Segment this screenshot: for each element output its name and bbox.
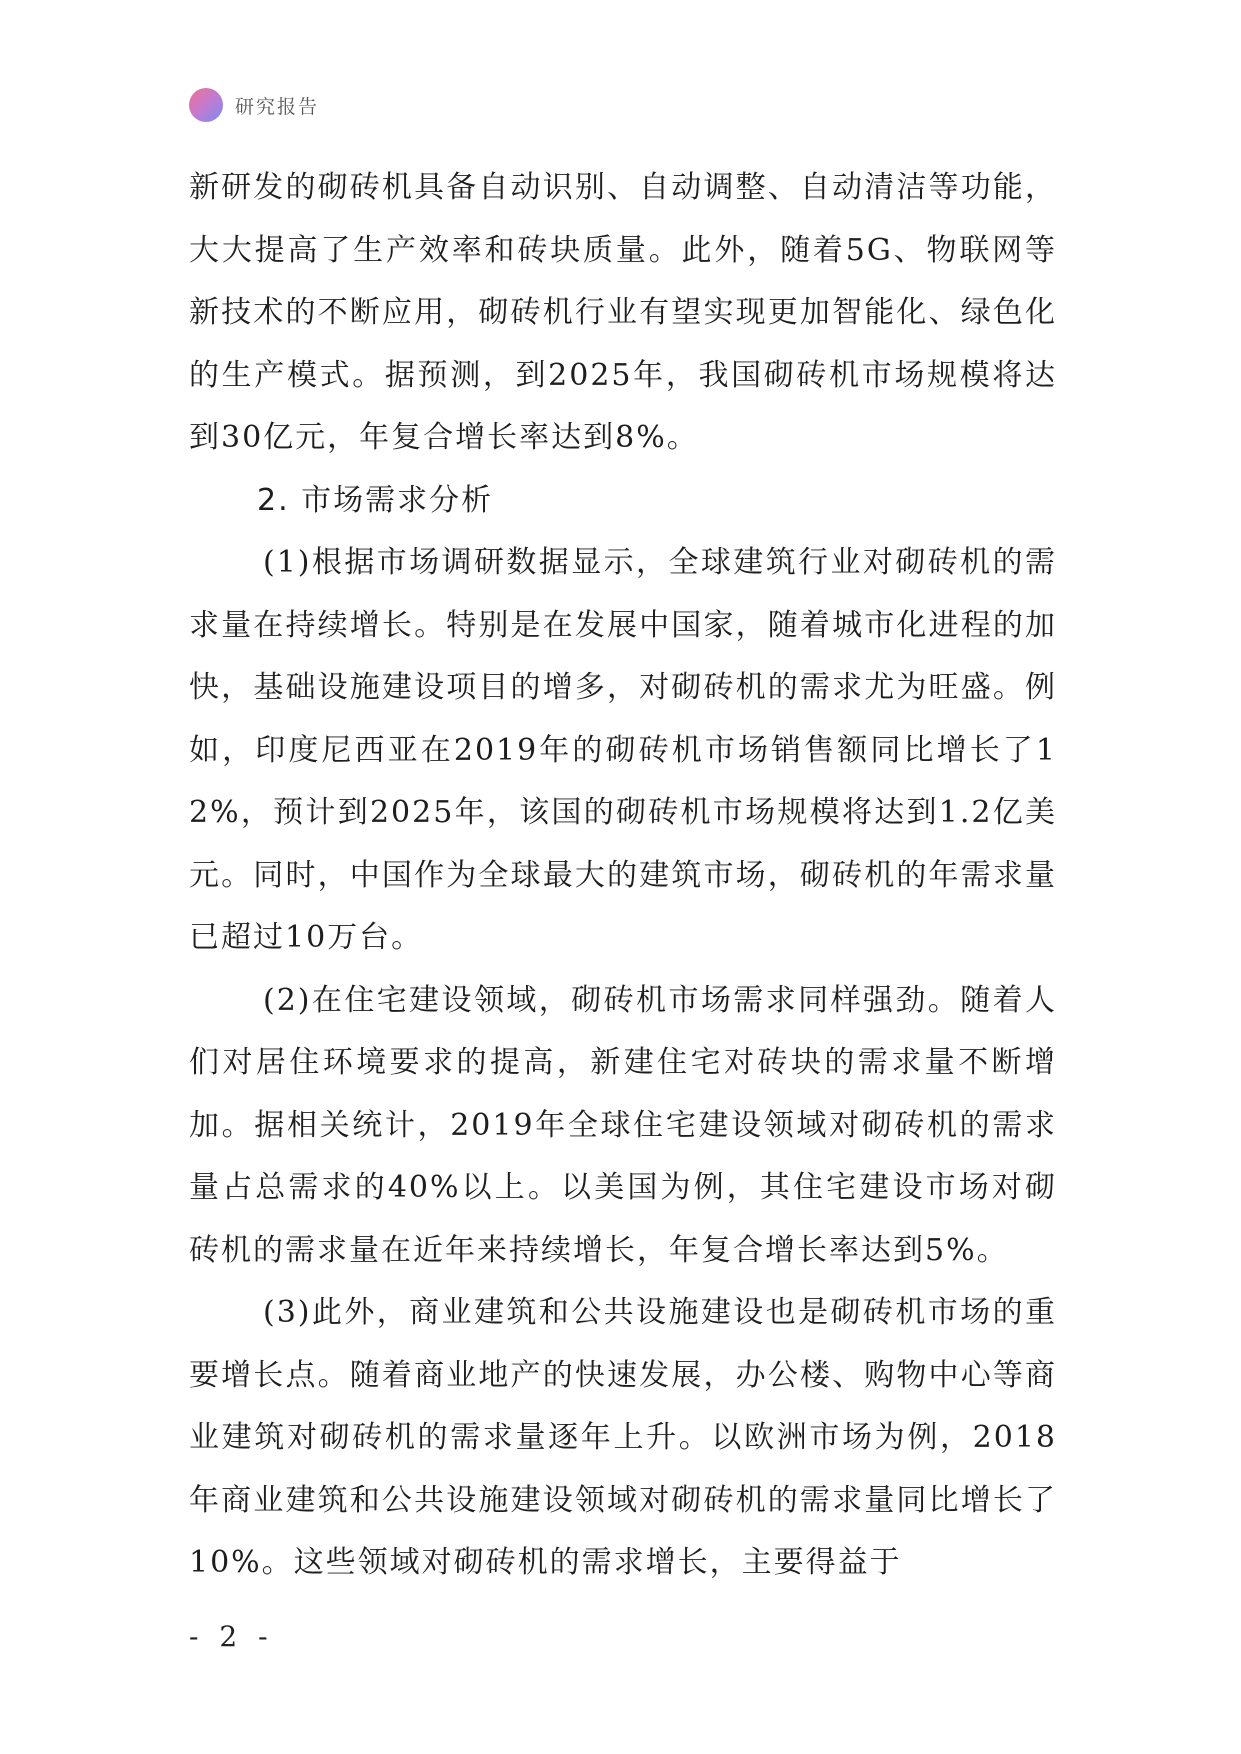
report-header bbox=[189, 88, 319, 122]
paragraph-3: (3)此外，商业建筑和公共设施建设也是砌砖机市场的重要增长点。随着商业地产的快速发展，办公楼、购物中心等商业建筑对砌砖机的需求量逐年上升。以欧洲市场为例，2018年商业建筑和公共设施建设领域对砌砖机的需求量同比增长了10%。这些领域对砌砖机的需求增长，主要得益于 bbox=[189, 1295, 1057, 1580]
document-body bbox=[189, 157, 1057, 1595]
paragraph-intro: 新研发的砌砖机具备自动识别、自动调整、自动清洁等功能，大大提高了生产效率和砖块质量。此外，随着5G、物联网等新技术的不断应用，砌砖机行业有望实现更加智能化、绿色化的生产模式。据预测，到2025年，我国砌砖机市场规模将达到30亿元，年复合增长率达到8%。 bbox=[189, 170, 1057, 455]
logo-icon bbox=[189, 88, 223, 122]
section-heading bbox=[189, 470, 1057, 533]
header-title: 研究报告 bbox=[235, 95, 320, 118]
paragraph-2: (2)在住宅建设领域，砌砖机市场需求同样强劲。随着人们对居住环境要求的提高，新建住宅对砖块的需求量不断增加。据相关统计，2019年全球住宅建设领域对砌砖机的需求量占总需求的40%以上。以美国为例，其住宅建设市场对砌砖机的需求量在近年来持续增长，年复合增长率达到5%。 bbox=[189, 982, 1057, 1268]
paragraph-1: (1)根据市场调研数据显示，全球建筑行业对砌砖机的需求量在持续增长。特别是在发展中国家，随着城市化进程的加快，基础设施建设项目的增多，对砌砖机的需求尤为旺盛。例如，印度尼西亚在2019年的砌砖机市场销售额同比增长了12%，预计到2025年，该国的砌砖机市场规模将达到1.2亿美元。同时，中国作为全球最大的建筑市场，砌砖机的年需求量已超过10万台。 bbox=[189, 545, 1057, 955]
section-heading-number: 2. bbox=[257, 482, 290, 518]
page-number: - 2 - bbox=[189, 1620, 274, 1653]
section-heading-text: 市场需求分析 bbox=[301, 482, 494, 518]
